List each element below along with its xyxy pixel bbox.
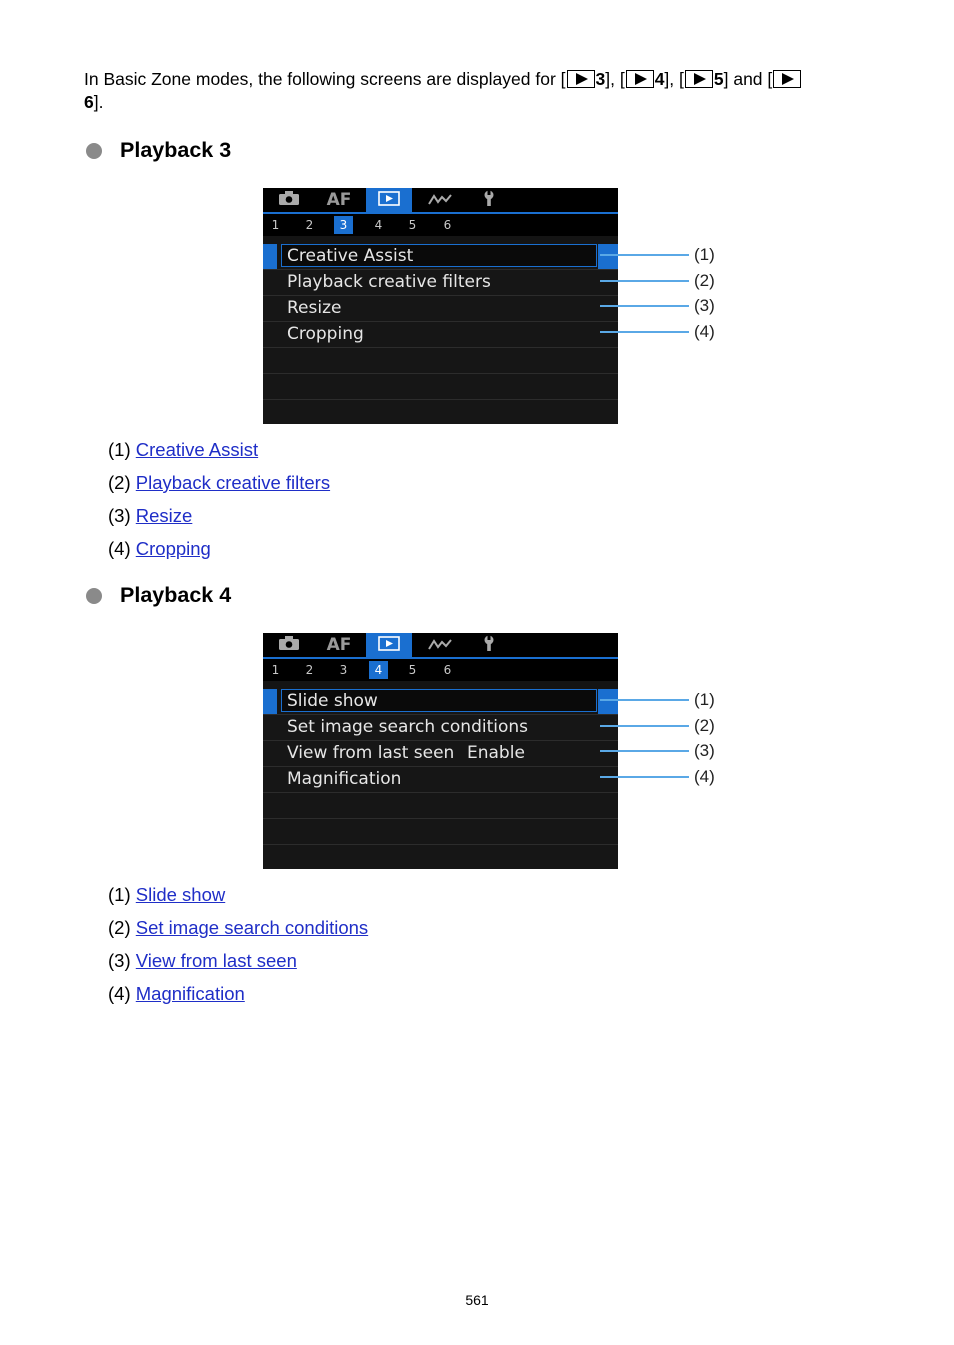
wireless-icon: [427, 636, 453, 655]
tab-shooting[interactable]: [271, 633, 307, 657]
menu-item[interactable]: [263, 296, 618, 322]
link-view-from-last-seen[interactable]: View from last seen: [135, 950, 297, 971]
wrench-icon: [482, 635, 496, 655]
callout-line: [600, 725, 689, 727]
callout-label: (2): [694, 716, 715, 735]
tab-af[interactable]: AF: [326, 635, 352, 655]
tab-shooting[interactable]: [271, 188, 307, 212]
list-number: (3): [108, 950, 131, 971]
playback-icon: [378, 191, 400, 210]
menu-item-label: Slide show: [287, 691, 378, 711]
menu-item[interactable]: [263, 689, 618, 715]
separator: ], [: [664, 69, 684, 89]
camera-icon: [278, 635, 300, 655]
list-item: [108, 950, 368, 983]
callout-label: (4): [694, 322, 715, 341]
callout-line: [600, 280, 689, 282]
tab-wireless[interactable]: [421, 633, 459, 657]
list-item: [108, 917, 368, 950]
menu-item[interactable]: [263, 244, 618, 270]
menu-item-empty: [263, 348, 618, 374]
tab-playback[interactable]: [366, 633, 412, 657]
callout-label: (2): [694, 271, 715, 290]
tab-wireless[interactable]: [421, 188, 459, 212]
section-title: Playback 4: [120, 583, 232, 607]
list-number: (4): [108, 983, 131, 1004]
link-magnification[interactable]: Magnification: [135, 983, 245, 1004]
menu-item-value: Enable: [467, 743, 525, 763]
page-number-3[interactable]: 3: [339, 663, 348, 677]
callout-label: (1): [694, 690, 715, 709]
callout: [600, 322, 715, 342]
menu-item[interactable]: [263, 741, 618, 767]
link-creative-assist[interactable]: Creative Assist: [135, 439, 259, 460]
section-heading-playback-4: [86, 583, 231, 608]
menu-item[interactable]: [263, 322, 618, 348]
list-item: [108, 439, 330, 472]
intro-paragraph: [84, 68, 884, 114]
list-item: [108, 505, 330, 538]
link-set-image-search-conditions[interactable]: Set image search conditions: [135, 917, 369, 938]
page-number-4[interactable]: 4: [369, 661, 388, 679]
link-resize[interactable]: Resize: [135, 505, 193, 526]
menu-page-numbers: [263, 659, 618, 681]
tab-number-6: 6: [84, 92, 94, 112]
list-item: [108, 472, 330, 505]
tab-number-5: 5: [713, 69, 724, 89]
tab-af[interactable]: AF: [326, 190, 352, 210]
callout-line: [600, 750, 689, 752]
page-number-5[interactable]: 5: [408, 663, 417, 677]
menu-item[interactable]: [263, 270, 618, 296]
menu-item-label: Resize: [287, 298, 342, 318]
menu-item-label: Magnification: [287, 769, 402, 789]
camera-menu-screen: [263, 633, 618, 869]
callout: [600, 296, 715, 316]
page-number-2[interactable]: 2: [305, 218, 314, 232]
list-number: (1): [108, 884, 131, 905]
callout: [600, 245, 715, 265]
menu-item-empty: [263, 793, 618, 819]
list-item: [108, 538, 330, 571]
menu-item-empty: [263, 819, 618, 845]
callout-line: [600, 305, 689, 307]
page-number-6[interactable]: 6: [443, 663, 452, 677]
menu-tab-bar: [263, 633, 618, 659]
tab-setup[interactable]: [471, 188, 507, 212]
menu-item-label: Cropping: [287, 324, 364, 344]
callout-line: [600, 331, 689, 333]
playback-icon: [685, 70, 713, 88]
tab-number-3: 3: [595, 69, 606, 89]
wrench-icon: [482, 190, 496, 210]
tab-playback[interactable]: [366, 188, 412, 212]
bullet-icon: [86, 143, 102, 159]
playback-icon: [378, 636, 400, 655]
playback-icon: [773, 70, 801, 88]
callout: [600, 767, 715, 787]
callout-line: [600, 254, 689, 256]
callout: [600, 716, 715, 736]
callout: [600, 271, 715, 291]
page-number-4[interactable]: 4: [374, 218, 383, 232]
menu-item-label: Playback creative filters: [287, 272, 491, 292]
list-number: (4): [108, 538, 131, 559]
page-number-6[interactable]: 6: [443, 218, 452, 232]
page-number-5[interactable]: 5: [408, 218, 417, 232]
callout-label: (3): [694, 741, 715, 760]
list-item: [108, 884, 368, 917]
callout-line: [600, 776, 689, 778]
page-number: 561: [465, 1292, 489, 1308]
page-number-1[interactable]: 1: [271, 218, 280, 232]
section-heading-playback-3: [86, 138, 231, 163]
callout-label: (1): [694, 245, 715, 264]
separator: ] and [: [723, 69, 773, 89]
menu-page-numbers: [263, 214, 618, 236]
menu-item-empty: [263, 845, 618, 869]
tab-setup[interactable]: [471, 633, 507, 657]
playback-icon: [567, 70, 595, 88]
intro-text: In Basic Zone modes, the following screens are displayed for [: [84, 69, 566, 89]
item-link-list: [108, 439, 330, 571]
callout-label: (4): [694, 767, 715, 786]
list-number: (2): [108, 472, 131, 493]
separator: ], [: [605, 69, 625, 89]
menu-item[interactable]: [263, 715, 618, 741]
callout-label: (3): [694, 296, 715, 315]
menu-item-label: Set image search conditions: [287, 717, 529, 737]
list-number: (1): [108, 439, 131, 460]
link-playback-creative-filters[interactable]: Playback creative filters: [135, 472, 331, 493]
camera-icon: [278, 190, 300, 210]
playback-icon: [626, 70, 654, 88]
camera-menu-screen: [263, 188, 618, 424]
item-link-list: [108, 884, 368, 1016]
callout-line: [600, 699, 689, 701]
menu-item-label: Creative Assist: [287, 246, 414, 266]
list-number: (2): [108, 917, 131, 938]
menu-item-label: View from last seen: [287, 743, 455, 763]
callout: [600, 690, 715, 710]
wireless-icon: [427, 191, 453, 210]
page-number-2[interactable]: 2: [305, 663, 314, 677]
menu-item-empty: [263, 400, 618, 424]
link-slide-show[interactable]: Slide show: [135, 884, 226, 905]
callout: [600, 741, 715, 761]
section-title: Playback 3: [120, 138, 232, 162]
list-item: [108, 983, 368, 1016]
menu-tab-bar: [263, 188, 618, 214]
page-number-1[interactable]: 1: [271, 663, 280, 677]
menu-item[interactable]: [263, 767, 618, 793]
menu-item-empty: [263, 374, 618, 400]
page-number-3[interactable]: 3: [334, 216, 353, 234]
list-number: (3): [108, 505, 131, 526]
bullet-icon: [86, 588, 102, 604]
intro-end: ].: [93, 92, 104, 112]
link-cropping[interactable]: Cropping: [135, 538, 211, 559]
tab-number-4: 4: [654, 69, 665, 89]
